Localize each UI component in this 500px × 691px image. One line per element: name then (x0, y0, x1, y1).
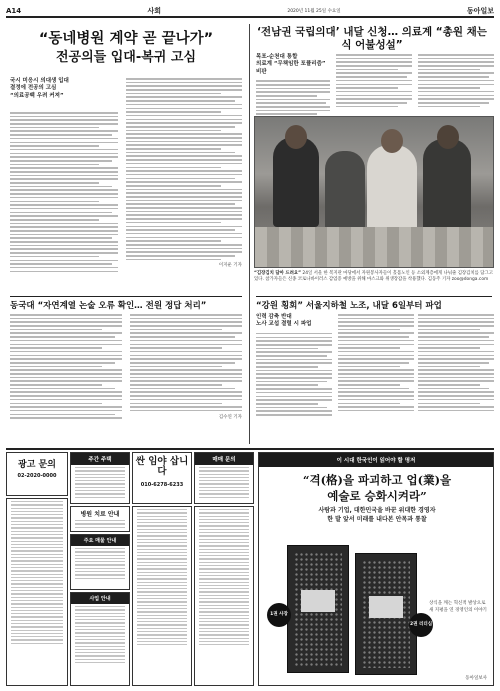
book-advertisement[interactable] (258, 452, 494, 686)
ad-land-purchase[interactable] (132, 452, 192, 504)
ad-title: 주요 매물 안내 (71, 535, 129, 546)
photo-credit: 김동주 기자 zoo@donga.com (427, 276, 489, 282)
book-cover-volume-1[interactable] (287, 545, 349, 673)
book-cover-volume-2[interactable] (355, 553, 417, 675)
article-body-column (336, 54, 412, 109)
ad-listing[interactable] (132, 506, 192, 686)
article-body-column (126, 78, 242, 268)
photo-figure (273, 137, 319, 227)
paper-name: 동아일보 (466, 7, 494, 15)
page-number: A14 (6, 7, 22, 15)
byline: 이지운 기자 (218, 263, 242, 269)
tagline-line-2: 한 발 앞서 미래를 내다본 안목과 통찰 (327, 515, 427, 523)
caption-title: “김장김치 담아 드려요” (254, 271, 302, 276)
photo-figure (285, 125, 307, 149)
masthead (6, 6, 494, 18)
quote-line-1: “격(格)을 파괴하고 업(業)을 (302, 473, 452, 487)
article-body-column (130, 314, 242, 420)
subhead-1: 인력 감축 반대 (256, 314, 292, 320)
quote-line-2: 예술로 승화시켜라” (327, 488, 427, 503)
ad-listing[interactable] (194, 506, 254, 686)
byline: 김수연 기자 (218, 414, 242, 420)
subhead-2: 노사 교섭 결렬 시 파업 (256, 321, 312, 328)
photo-foreground (255, 227, 494, 268)
volume-badge: 1권 사장 (267, 603, 291, 627)
article-body-column (10, 314, 122, 421)
photo-figure (367, 145, 417, 235)
ad-phone: 02-2020-0000 (17, 473, 57, 479)
book-ad-description: 상식을 깨는 혁신적 발상으로 새 지평을 연 경영인의 이야기 (429, 601, 487, 613)
issue-date: 2020년 11월 25일 수요일 (287, 9, 341, 14)
ad-title: 병원 치료 안내 (80, 511, 120, 518)
tagline-line-1: 사람과 기업, 대한민국을 바꾼 위대한 경영자 (318, 507, 436, 514)
subhead-2: 결정에 전공의 고심 (10, 85, 57, 92)
book-ad-quote (267, 473, 487, 504)
photo-figure (423, 139, 471, 233)
book-cover-label (301, 590, 335, 612)
book-ad-banner: 이 시대 한국인이 읽어야 할 명저 (259, 453, 493, 467)
ad-listing[interactable] (6, 498, 68, 686)
ad-title: 싼 임야 삽니다 (135, 456, 189, 478)
book-publisher: 동아일보사 (465, 676, 487, 681)
article-left-top-subheads (10, 78, 118, 100)
article-left-mid-headline[interactable]: 동국대 “자연계열 논술 오류 확인… 전원 정답 처리” (10, 296, 242, 312)
ad-trade[interactable] (194, 452, 254, 504)
photo-figure (437, 125, 459, 149)
book-cover-label (369, 596, 403, 618)
subhead-1: 국시 미응시 의대생 입대 (10, 78, 69, 84)
article-body-column (418, 54, 494, 109)
ad-inquiry[interactable] (6, 452, 68, 496)
ad-business[interactable] (70, 592, 130, 686)
subhead-2: 의료계 “무책임한 포퓰리즘” 비판 (256, 61, 326, 75)
article-left-top-headline[interactable] (8, 30, 244, 66)
photo-figure (381, 129, 403, 153)
subhead-3: “의료공백 우려 커져” (10, 92, 64, 99)
ad-clinic[interactable] (70, 506, 130, 532)
article-right-mid-subheads (256, 314, 332, 418)
article-body-column (418, 314, 494, 414)
ad-housing[interactable] (70, 452, 130, 504)
headline-line-2: 전공의들 입대-복귀 고심 (55, 50, 197, 66)
volume-badge: 2권 리더십 (409, 613, 433, 637)
ad-phone: 010-6278-6233 (140, 481, 184, 488)
ad-title: 광고 문의 (18, 460, 56, 470)
column-divider (249, 24, 250, 444)
section-name: 사회 (147, 7, 162, 15)
ad-listing[interactable] (70, 534, 130, 590)
article-right-mid-headline[interactable]: “강원 횡회” 서울지하철 노조, 내달 6일부터 파업 (256, 296, 492, 312)
article-right-top-subheads (256, 54, 330, 121)
photo-caption (254, 271, 494, 283)
subhead-1: 목포-순천대 통합 (256, 54, 298, 60)
book-ad-tagline (267, 507, 487, 524)
headline-line-1: “동네병원 계약 곧 끝나가” (38, 31, 214, 47)
article-right-top-headline[interactable] (252, 26, 492, 52)
article-body-column (338, 314, 414, 414)
headline: ‘전남권 국립의대’ 내달 신청… 의료계 “총원 채는 식 어불성설” (257, 26, 487, 52)
ad-title: 매매 문의 (195, 453, 253, 465)
photo-figure (325, 151, 365, 231)
article-body-column (10, 112, 118, 274)
ad-title: 사업 안내 (71, 593, 129, 604)
caption-text: 24일 서울 한 복지관 마당에서 자원봉사자들이 홀몸노인 등 소외계층에게 나눠줄 김장김치를 담그고 있다. 참가자들은 신종 코로나바이러스 감염증 예방을 위해 마스크와 위생장갑을 착용했다. (254, 271, 494, 282)
news-photo[interactable] (254, 116, 494, 268)
ad-title: 주간 주택 (71, 453, 129, 465)
